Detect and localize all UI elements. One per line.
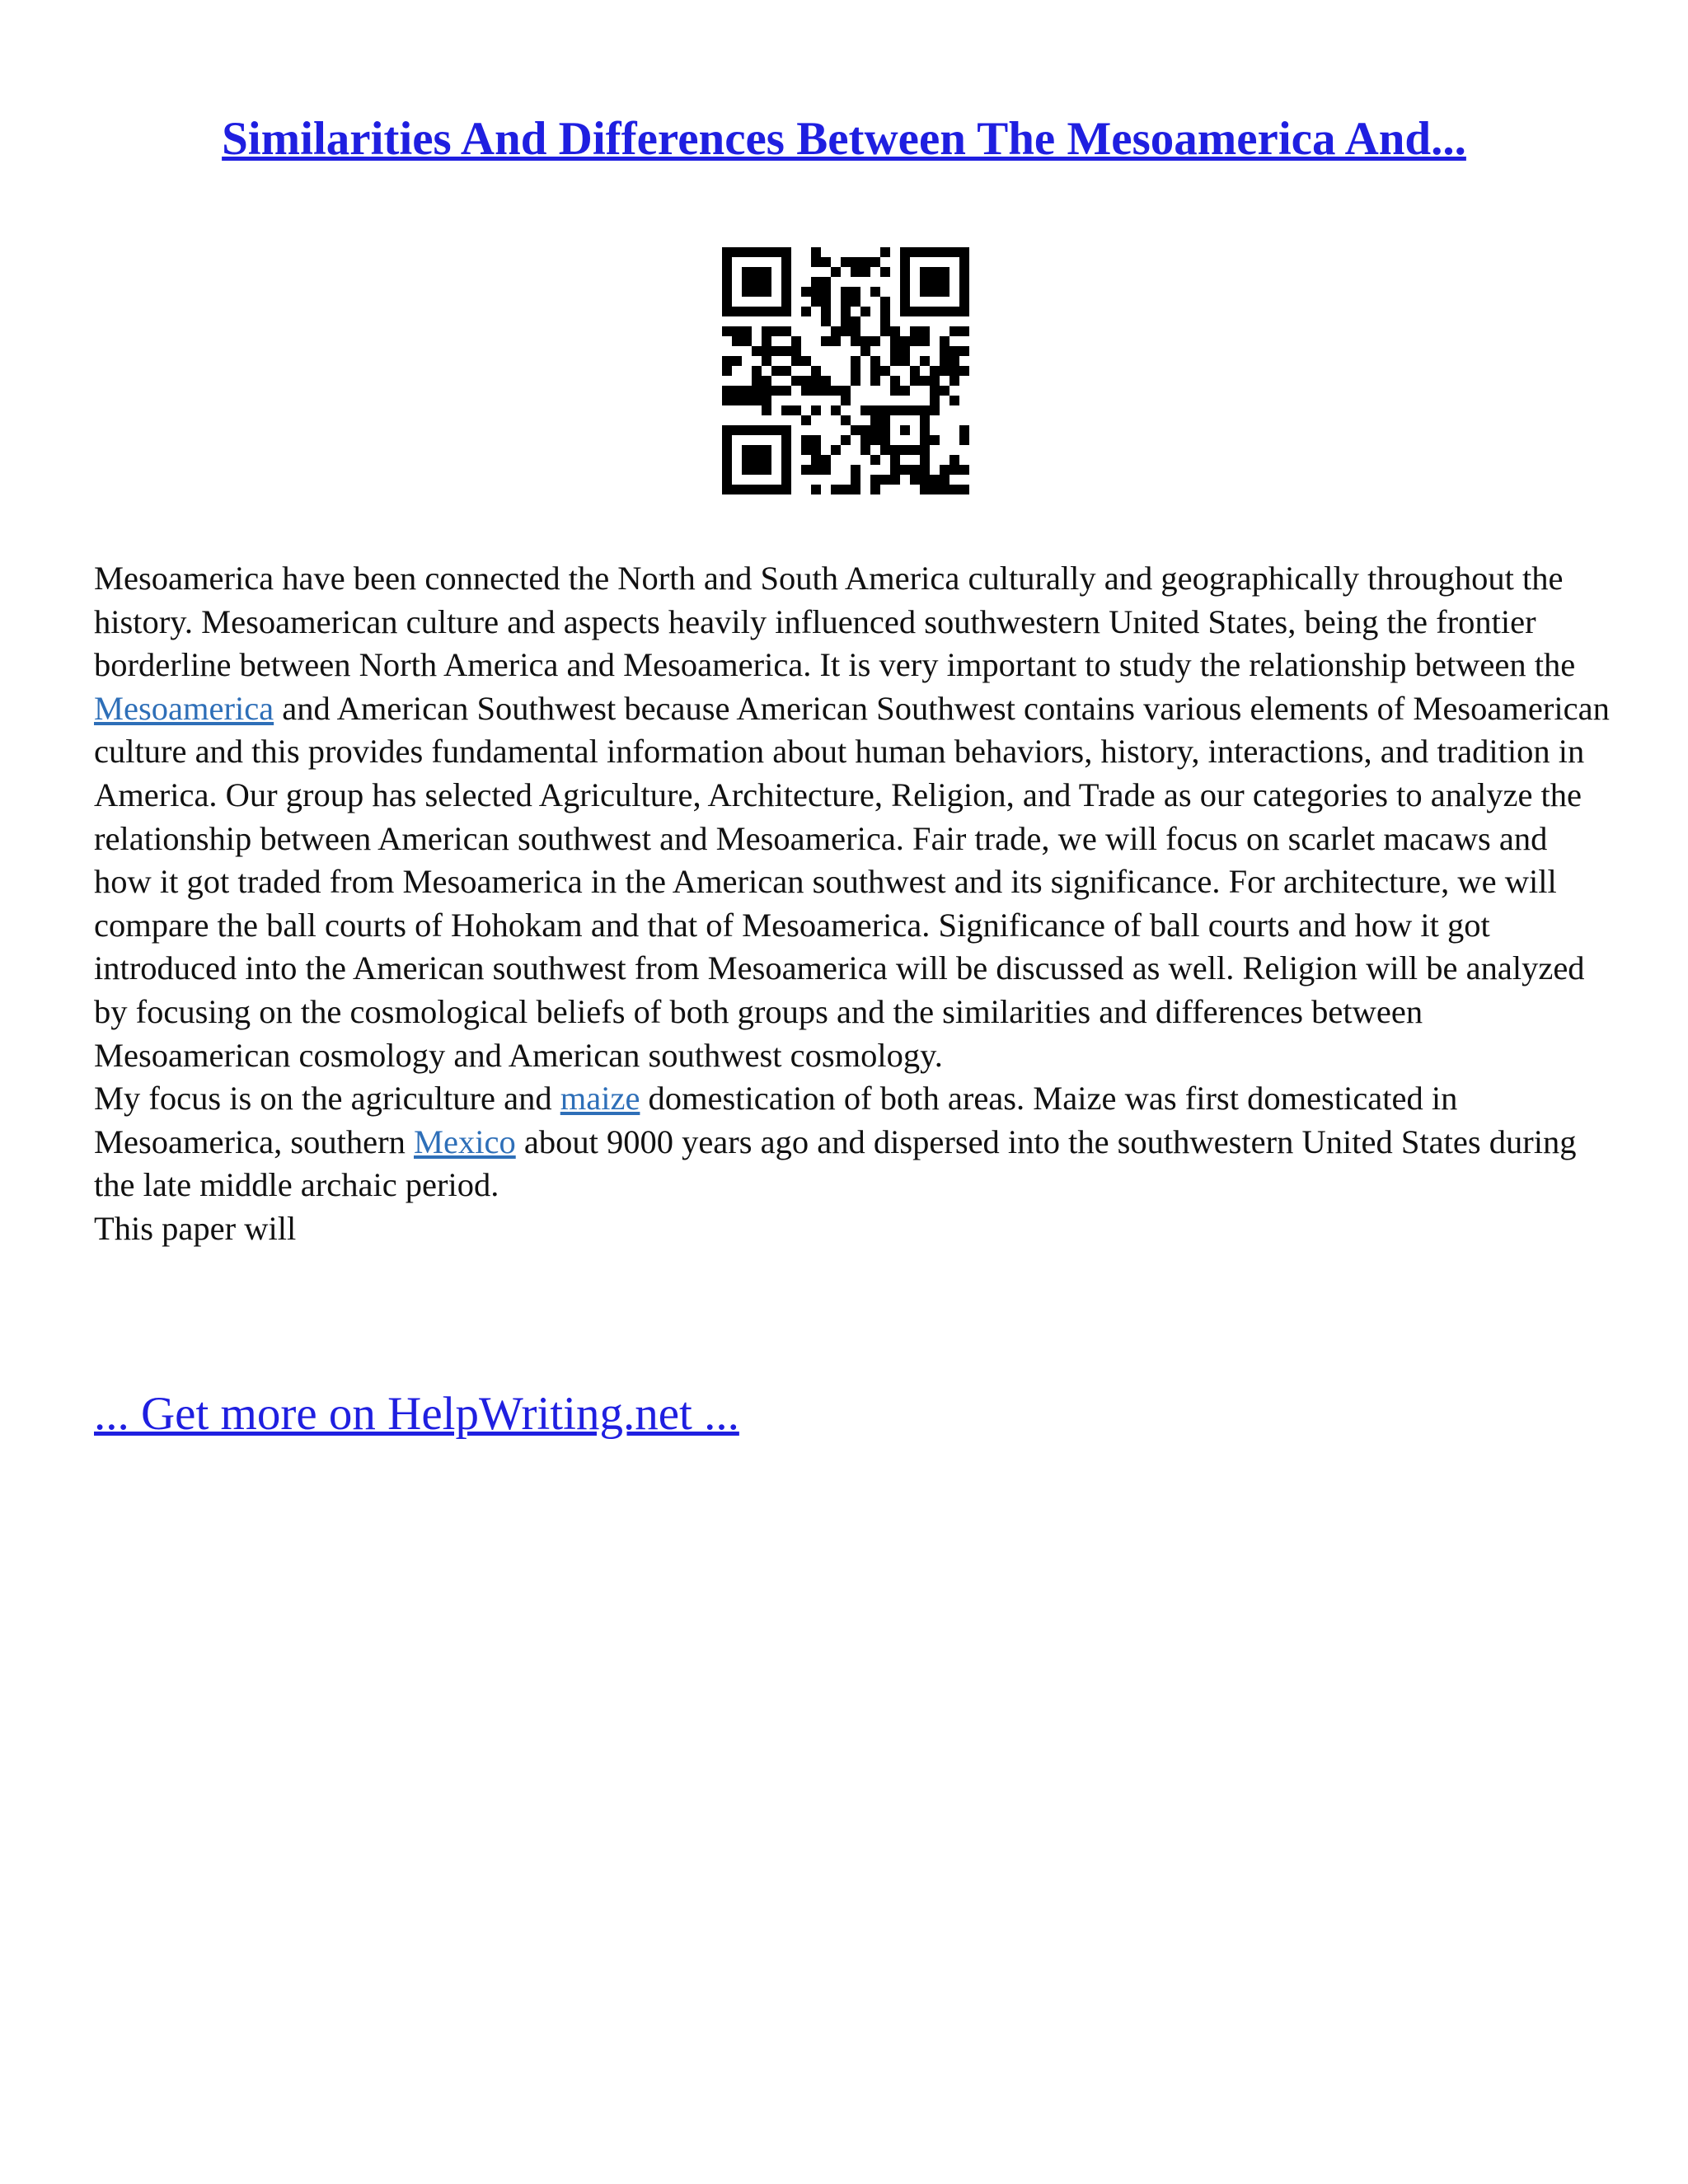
paragraph-closing: This paper will bbox=[94, 1209, 297, 1247]
mexico-link[interactable]: Mexico bbox=[414, 1122, 516, 1160]
maize-link[interactable]: maize bbox=[560, 1080, 640, 1118]
get-more-link[interactable]: ... Get more on HelpWriting.net ... bbox=[94, 1388, 739, 1440]
mesoamerica-link[interactable]: Mesoamerica bbox=[94, 689, 274, 727]
paragraph-focus: My focus is on the agriculture and maize domestication of both areas. Maize was first domesticated in Mesoamerica, southern Mexico about 9000 years ago and dispersed into the southwestern United States during the late middle archaic period. bbox=[94, 1080, 1577, 1204]
qr-code-icon bbox=[722, 247, 969, 494]
page-title bbox=[0, 114, 1688, 166]
paragraph-intro: Mesoamerica have been connected the North and South America culturally and geographically throughout the history. Mesoamerican culture and aspects heavily influenced southwestern United States, being the frontier borderline between North America and Mesoamerica. It is very important to study the relationship between the Mesoamerica and American Southwest because American Southwest contains various elements of Mesoamerican culture and this provides fundamental information about human behaviors, history, interactions, and tradition in America. Our group has selected Agriculture, Architecture, Religion, and Trade as our categories to analyze the relationship between American southwest and Mesoamerica. Fair trade, we will focus on scarlet macaws and how it got traded from Mesoamerica in the American southwest and its significance. For architecture, we will compare the ball courts of Hohokam and that of Mesoamerica. Significance of ball courts and how it got introduced into the American southwest from Mesoamerica will be discussed as well. Religion will be analyzed by focusing on the cosmological beliefs of both groups and the similarities and differences between Mesoamerican cosmology and American southwest cosmology. bbox=[94, 560, 1610, 1074]
body-text bbox=[94, 557, 1611, 1251]
get-more-link-container bbox=[94, 1386, 739, 1442]
title-link[interactable]: Similarities And Differences Between The Mesoamerica And... bbox=[222, 113, 1466, 165]
